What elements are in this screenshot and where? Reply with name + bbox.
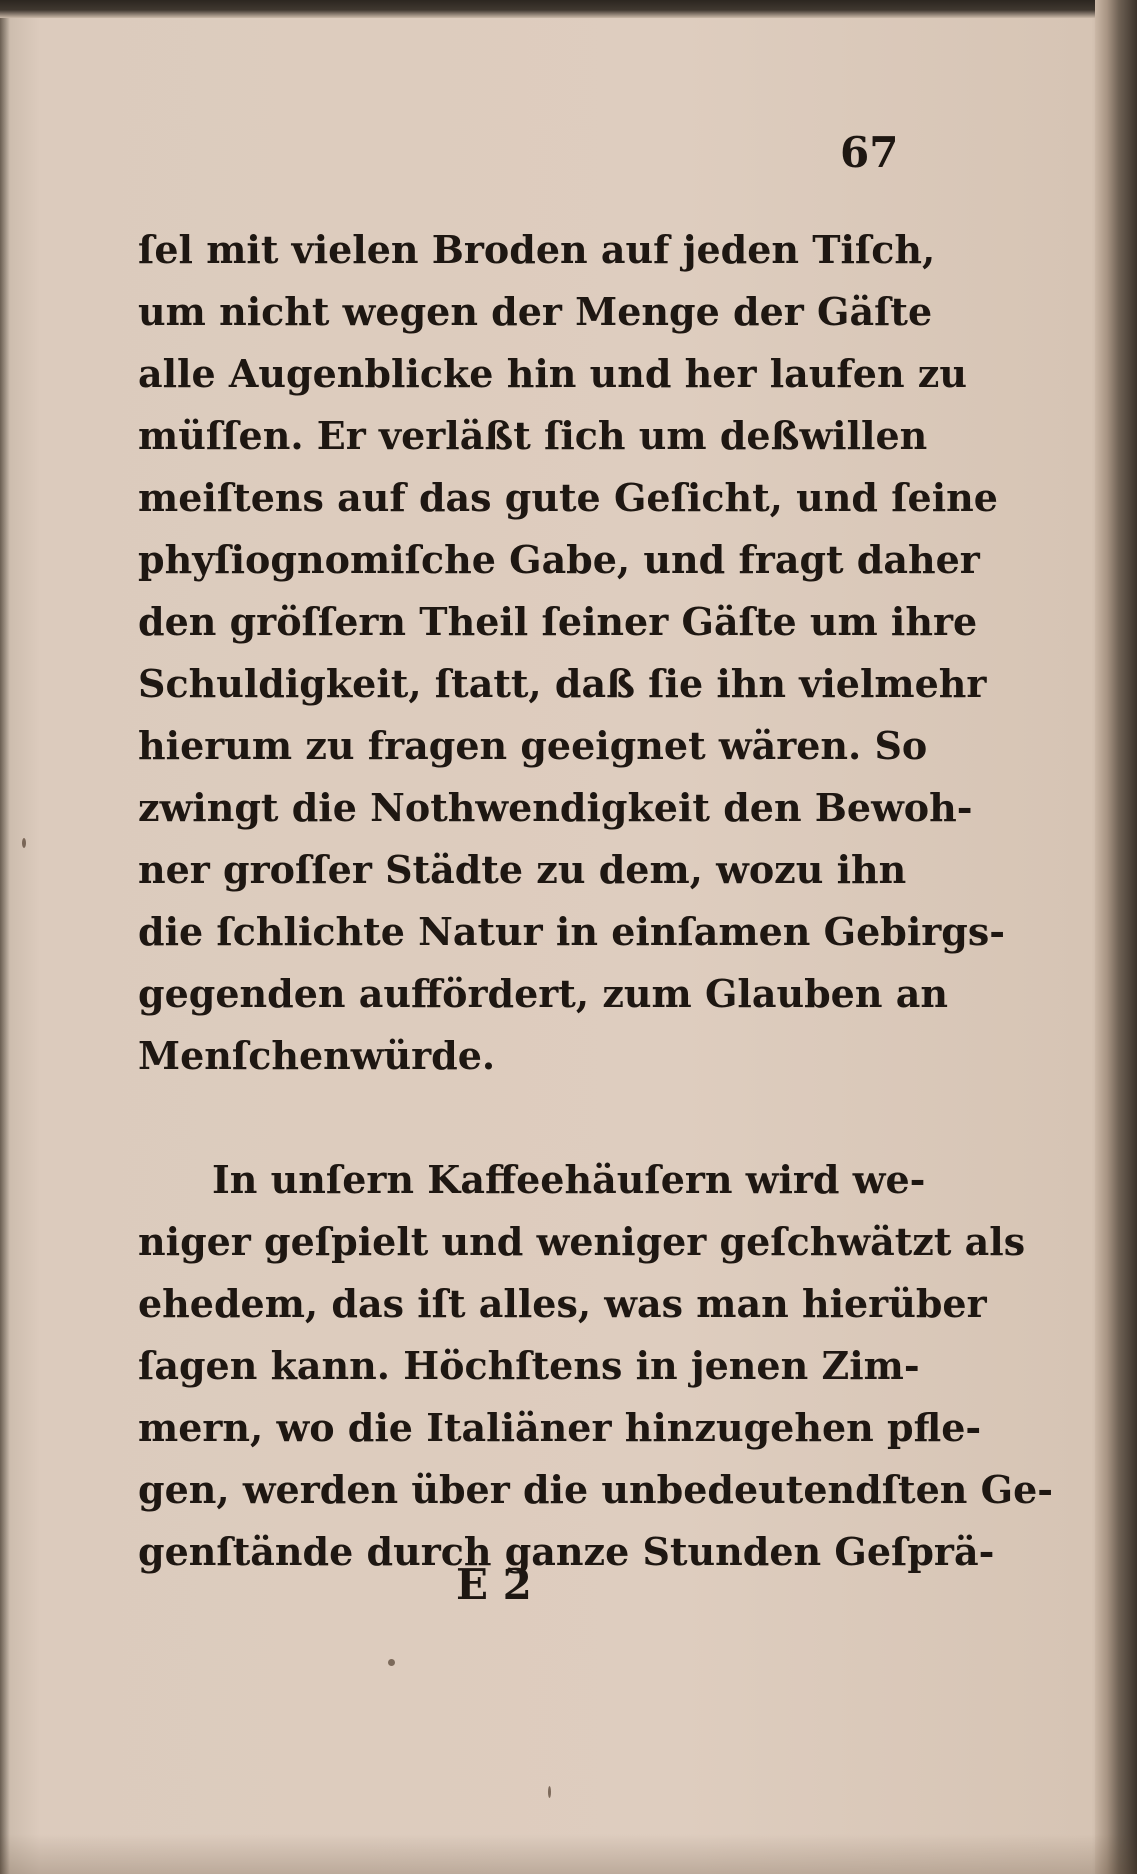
text-line: mern, wo die Italiäner hinzugehen pfle- [138,1405,982,1450]
text-line: Schuldigkeit, ſtatt, daß ſie ihn vielmehr [138,661,987,706]
text-line: zwingt die Nothwendigkeit den Bewoh- [138,785,973,830]
text-line: um nicht wegen der Menge der Gäſte [138,289,933,334]
page-top-edge [0,0,1137,18]
text-line: den gröſſern Theil ſeiner Gäſte um ihre [138,599,978,644]
text-line: genſtände durch ganze Stunden Geſprä- [138,1529,995,1574]
text-line: müſſen. Er verläßt ſich um deßwillen [138,413,928,458]
page-right-edge [1095,0,1137,1874]
text-line: ſagen kann. Höchſtens in jenen Zim- [138,1343,920,1388]
text-line: hierum zu fragen geeignet wären. So [138,723,928,768]
page-bottom-shade [0,1834,1137,1874]
text-line: ſel mit vielen Broden auf jeden Tiſch, [138,227,936,272]
text-line: ner groſſer Städte zu dem, wozu ihn [138,847,907,892]
paper-speck [22,838,26,848]
text-line: phyſiognomiſche Gabe, und fragt daher [138,537,980,582]
paper-speck [388,1659,395,1666]
text-line: meiſtens auf das gute Geſicht, und ſeine [138,475,998,520]
text-line: alle Augenblicke hin und her laufen zu [138,351,968,396]
text-line: die ſchlichte Natur in einſamen Gebirgs- [138,909,1006,954]
text-line: gen, werden über die unbedeutendſten Ge- [138,1467,1054,1512]
page-number: 67 [840,128,899,177]
text-line: gegenden auffördert, zum Glauben an [138,971,948,1016]
text-line: Menſchenwürde. [138,1033,496,1078]
text-line: ehedem, das iſt alles, was man hierüber [138,1281,987,1326]
text-line: In unſern Kaffeehäuſern wird we- [212,1157,926,1202]
paper-speck [548,1786,551,1798]
text-line: niger geſpielt und weniger geſchwätzt als [138,1219,1026,1264]
signature-mark: E 2 [456,1560,532,1609]
